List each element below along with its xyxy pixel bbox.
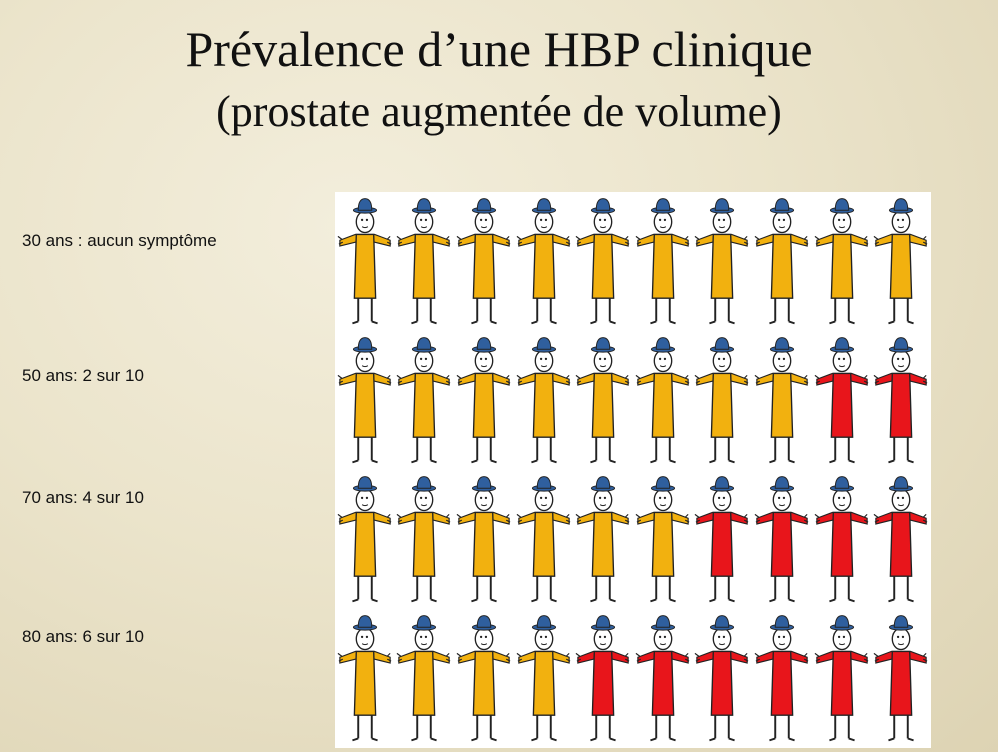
person-figure-healthy <box>514 609 574 748</box>
person-figure-icon <box>872 471 930 608</box>
person-figure-healthy <box>812 192 872 331</box>
person-figure-icon <box>634 471 692 608</box>
person-figure-affected <box>871 331 931 470</box>
person-figure-icon <box>574 610 632 747</box>
person-figure-icon <box>753 610 811 747</box>
person-figure-healthy <box>633 192 693 331</box>
person-figure-affected <box>693 609 753 748</box>
person-figure-icon <box>455 610 513 747</box>
person-figure-icon <box>574 193 632 330</box>
slide-subtitle: (prostate augmentée de volume) <box>216 87 782 136</box>
person-figure-icon <box>813 610 871 747</box>
person-figure-icon <box>395 610 453 747</box>
person-figure-healthy <box>454 331 514 470</box>
person-figure-healthy <box>573 331 633 470</box>
person-figure-healthy <box>395 609 455 748</box>
person-figure-icon <box>395 471 453 608</box>
person-figure-icon <box>574 471 632 608</box>
person-figure-icon <box>693 610 751 747</box>
person-figure-healthy <box>335 331 395 470</box>
person-figure-icon <box>336 471 394 608</box>
person-figure-healthy <box>633 470 693 609</box>
person-figure-healthy <box>871 192 931 331</box>
person-figure-healthy <box>335 609 395 748</box>
person-figure-affected <box>693 470 753 609</box>
person-figure-healthy <box>514 470 574 609</box>
person-figure-icon <box>872 193 930 330</box>
person-figure-icon <box>455 332 513 469</box>
person-figure-healthy <box>752 192 812 331</box>
person-figure-healthy <box>395 470 455 609</box>
row-label-70: 70 ans: 4 sur 10 <box>22 488 144 507</box>
person-figure-icon <box>872 610 930 747</box>
person-figure-healthy <box>693 331 753 470</box>
person-figure-icon <box>693 332 751 469</box>
person-figure-icon <box>753 332 811 469</box>
person-figure-affected <box>812 470 872 609</box>
pictogram-grid <box>335 192 931 748</box>
person-figure-affected <box>812 331 872 470</box>
person-figure-healthy <box>335 470 395 609</box>
person-figure-icon <box>515 610 573 747</box>
person-figure-healthy <box>573 470 633 609</box>
slide-title: Prévalence d’une HBP clinique <box>185 21 813 77</box>
person-figure-icon <box>515 332 573 469</box>
person-figure-icon <box>336 193 394 330</box>
person-figure-affected <box>871 609 931 748</box>
person-figure-healthy <box>514 192 574 331</box>
person-figure-icon <box>634 332 692 469</box>
person-figure-healthy <box>633 331 693 470</box>
row-label-30: 30 ans : aucun symptôme <box>22 231 217 250</box>
person-figure-healthy <box>454 192 514 331</box>
person-figure-icon <box>515 193 573 330</box>
person-figure-affected <box>871 470 931 609</box>
person-figure-healthy <box>752 331 812 470</box>
person-figure-affected <box>752 470 812 609</box>
row-label-50: 50 ans: 2 sur 10 <box>22 366 144 385</box>
person-figure-affected <box>633 609 693 748</box>
person-figure-icon <box>455 193 513 330</box>
row-label-80: 80 ans: 6 sur 10 <box>22 627 144 646</box>
person-figure-affected <box>812 609 872 748</box>
person-figure-icon <box>813 332 871 469</box>
person-figure-healthy <box>693 192 753 331</box>
person-figure-affected <box>752 609 812 748</box>
person-figure-healthy <box>454 470 514 609</box>
person-figure-icon <box>395 193 453 330</box>
person-figure-affected <box>573 609 633 748</box>
person-figure-icon <box>872 332 930 469</box>
person-figure-icon <box>634 193 692 330</box>
person-figure-healthy <box>395 331 455 470</box>
person-figure-healthy <box>335 192 395 331</box>
person-figure-healthy <box>454 609 514 748</box>
person-figure-icon <box>693 471 751 608</box>
person-figure-icon <box>455 471 513 608</box>
person-figure-icon <box>813 193 871 330</box>
person-figure-icon <box>336 610 394 747</box>
person-figure-icon <box>336 332 394 469</box>
person-figure-icon <box>574 332 632 469</box>
person-figure-icon <box>395 332 453 469</box>
person-figure-healthy <box>573 192 633 331</box>
person-figure-icon <box>753 471 811 608</box>
person-figure-icon <box>813 471 871 608</box>
person-figure-icon <box>693 193 751 330</box>
person-figure-icon <box>753 193 811 330</box>
person-figure-healthy <box>514 331 574 470</box>
person-figure-icon <box>634 610 692 747</box>
person-figure-icon <box>515 471 573 608</box>
person-figure-healthy <box>395 192 455 331</box>
